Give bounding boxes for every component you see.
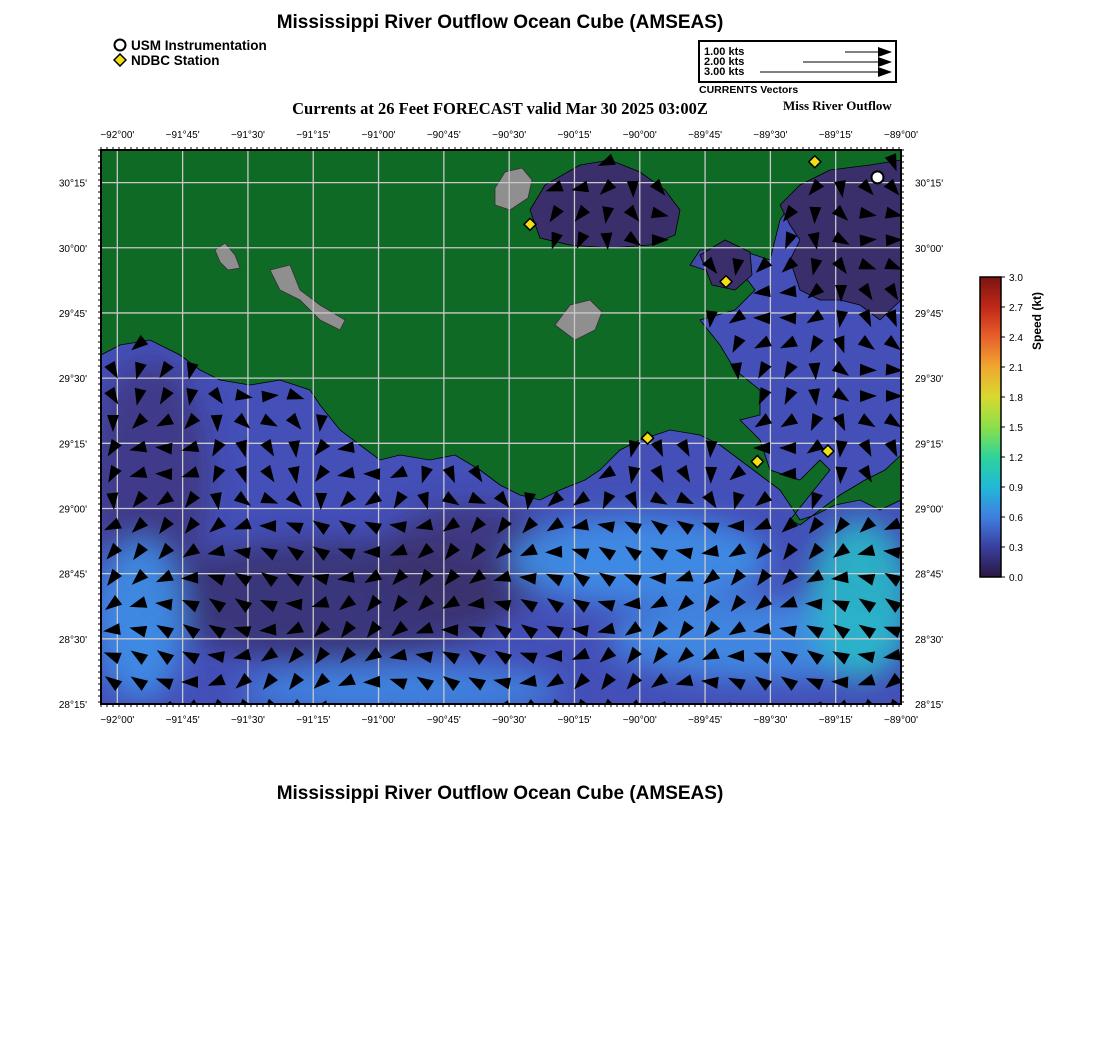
vector-key-row-3: 3.00 kts: [704, 66, 745, 78]
lon-tick-label: −89°30': [753, 130, 788, 141]
current-vector-arrow: [675, 704, 693, 716]
forecast-subtitle: Currents at 26 Feet FORECAST valid Mar 30 2025 03:00Z: [292, 99, 708, 118]
lon-tick-label: −90°15': [557, 715, 592, 726]
lon-tick-label: −89°15': [818, 130, 853, 141]
current-vector-arrow: [129, 704, 147, 716]
lon-tick-label: −91°45': [165, 715, 200, 726]
colorbar-tick-label: 0.9: [1009, 483, 1023, 494]
lat-tick-label: 28°15': [58, 700, 87, 711]
lon-tick-label: −89°00': [884, 130, 918, 141]
lat-tick-label: 28°30': [58, 634, 87, 646]
lon-tick-label: −89°45': [688, 715, 723, 726]
lat-tick-label: 30°15': [58, 178, 87, 190]
vector-key-caption: CURRENTS Vectors: [699, 84, 799, 96]
colorbar-tick-label: 1.2: [1009, 453, 1023, 464]
lon-tick-label: −90°00': [622, 715, 657, 726]
lon-tick-label: −91°00': [361, 130, 396, 141]
colorbar-tick-label: 0.0: [1009, 573, 1023, 584]
lat-tick-label: 28°45': [58, 569, 87, 581]
second-panel-title: Mississippi River Outflow Ocean Cube (AMSEAS): [276, 783, 724, 804]
lat-tick-label: 29°45': [58, 308, 87, 320]
colorbar-scale: [980, 277, 1001, 577]
current-vector-arrow: [779, 704, 797, 716]
lon-tick-label: −90°15': [557, 130, 592, 141]
lat-tick-label: 29°15': [58, 439, 87, 451]
usm-instrument-marker[interactable]: [871, 171, 883, 183]
vector-key-row-1: 1.00 kts: [704, 46, 745, 58]
lon-tick-label: −89°00': [884, 715, 918, 726]
map-title: Mississippi River Outflow Ocean Cube (AMSEAS): [276, 12, 724, 33]
fast-zone-5: [240, 665, 560, 715]
lat-tick-label: 30°00': [915, 243, 944, 255]
legend-usm-label: USM Instrumentation: [131, 37, 267, 53]
colorbar-tick-label: 2.4: [1009, 333, 1023, 344]
colorbar-label: Speed (kt): [1030, 291, 1044, 350]
lat-tick-label: 29°00': [915, 504, 944, 516]
lat-tick-label: 28°45': [915, 569, 944, 581]
lat-tick-label: 30°00': [58, 243, 87, 255]
lon-tick-label: −90°45': [426, 130, 461, 141]
lon-tick-label: −91°30': [230, 130, 265, 141]
legend-ndbc-label: NDBC Station: [131, 52, 220, 68]
lon-tick-label: −91°30': [230, 715, 265, 726]
map-frame: [90, 150, 910, 717]
fast-zone-1: [95, 540, 185, 700]
vector-key-row-2: 2.00 kts: [704, 56, 745, 68]
lon-tick-label: −89°15': [818, 715, 853, 726]
lon-tick-label: −92°00': [100, 130, 135, 141]
lat-tick-label: 30°15': [915, 178, 944, 190]
colorbar-tick-label: 1.8: [1009, 393, 1023, 404]
lon-tick-label: −90°45': [426, 715, 461, 726]
speed-colorbar: [980, 273, 1023, 584]
lon-tick-label: −89°45': [688, 130, 723, 141]
region-label: Miss River Outflow: [783, 98, 892, 113]
lon-tick-label: −90°30': [492, 130, 527, 141]
colorbar-tick-label: 0.3: [1009, 543, 1023, 554]
lat-tick-label: 28°30': [915, 634, 944, 646]
lon-tick-label: −89°30': [753, 715, 788, 726]
lat-tick-label: 29°15': [915, 439, 944, 451]
lat-tick-label: 29°30': [915, 374, 944, 386]
lon-tick-label: −91°15': [296, 130, 331, 141]
colorbar-tick-label: 2.7: [1009, 303, 1023, 314]
lon-tick-label: −91°00': [361, 715, 396, 726]
colorbar-tick-label: 1.5: [1009, 423, 1023, 434]
colorbar-tick-label: 3.0: [1009, 273, 1023, 284]
lon-tick-label: −92°00': [100, 715, 135, 726]
lat-tick-label: 29°30': [58, 374, 87, 386]
colorbar-tick-label: 0.6: [1009, 513, 1023, 524]
lon-tick-label: −91°15': [296, 715, 331, 726]
colorbar-tick-label: 2.1: [1009, 363, 1023, 374]
lat-tick-label: 28°15': [915, 700, 944, 711]
lon-tick-label: −90°30': [492, 715, 527, 726]
lon-tick-label: −90°00': [622, 130, 657, 141]
lat-tick-label: 29°45': [915, 308, 944, 320]
lat-tick-label: 29°00': [58, 504, 87, 516]
lon-tick-label: −91°45': [165, 130, 200, 141]
